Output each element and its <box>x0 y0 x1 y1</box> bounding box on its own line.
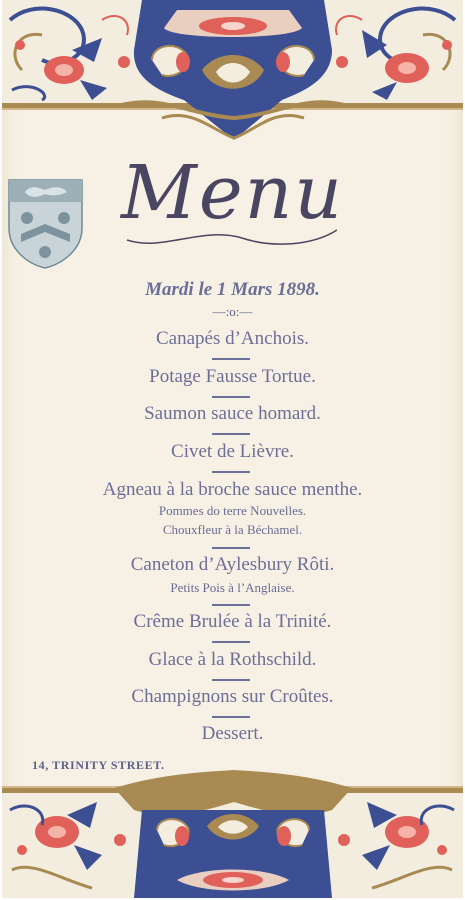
course-divider <box>212 396 250 398</box>
course-item: Civet de Lièvre. <box>171 441 294 462</box>
bottom-ornamental-border <box>2 770 463 898</box>
course-divider <box>212 641 250 643</box>
course-side-dish: Petits Pois à l’Anglaise. <box>170 580 295 595</box>
menu-date: Mardi le 1 Mars 1898. <box>145 279 320 300</box>
title-flourish <box>122 222 342 252</box>
course-item: Canapés d’Anchois. <box>155 328 310 349</box>
course-divider <box>212 471 250 473</box>
course-divider <box>212 716 250 718</box>
course-item: Potage Fausse Tortue. <box>149 366 316 387</box>
course-item: Champignons sur Croûtes. <box>131 686 334 707</box>
course-side-dish: Chouxfleur à la Béchamel. <box>162 522 303 537</box>
course-item: Crême Brulée à la Trinité. <box>133 611 332 632</box>
course-divider <box>212 358 250 360</box>
course-item: Caneton d’Aylesbury Rôti. <box>130 554 335 575</box>
course-divider <box>212 679 250 681</box>
course-item: Saumon sauce homard. <box>144 403 321 424</box>
course-divider <box>212 604 250 606</box>
menu-title: Menu <box>121 150 344 236</box>
ornamental-separator: —:o:— <box>212 304 253 319</box>
course-item: Agneau à la broche sauce menthe. <box>102 479 363 500</box>
course-divider <box>212 433 250 435</box>
course-side-dish: Pommes do terre Nouvelles. <box>158 503 307 518</box>
course-item: Glace à la Rothschild. <box>148 649 317 670</box>
top-ornamental-border <box>2 0 463 148</box>
course-divider <box>212 547 250 549</box>
course-item: Dessert. <box>201 723 264 744</box>
printer-address: 14, TRINITY STREET. <box>32 758 165 772</box>
menu-card <box>2 0 463 898</box>
